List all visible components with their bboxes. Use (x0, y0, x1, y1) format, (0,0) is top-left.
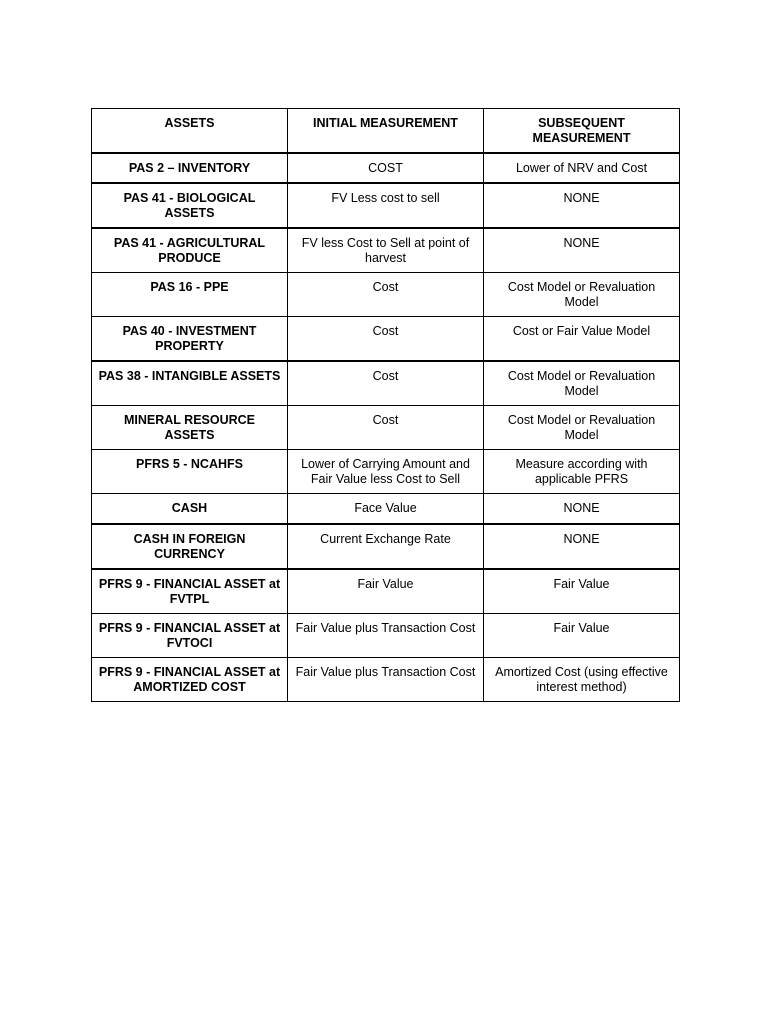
initial-measurement-cell: FV Less cost to sell (288, 183, 484, 228)
header-initial-measurement: INITIAL MEASUREMENT (288, 109, 484, 154)
header-assets: ASSETS (92, 109, 288, 154)
table-row (92, 569, 680, 614)
asset-cell: MINERAL RESOURCE ASSETS (92, 406, 288, 450)
subsequent-measurement-cell: Fair Value (484, 569, 680, 614)
asset-cell: CASH (92, 494, 288, 524)
table-row (92, 153, 680, 183)
asset-cell: PAS 38 - INTANGIBLE ASSETS (92, 361, 288, 406)
subsequent-measurement-cell: NONE (484, 494, 680, 524)
asset-cell: PAS 41 - BIOLOGICAL ASSETS (92, 183, 288, 228)
table-header-row (92, 109, 680, 154)
initial-measurement-cell: COST (288, 153, 484, 183)
initial-measurement-cell: Face Value (288, 494, 484, 524)
subsequent-measurement-cell: Cost Model or Revaluation Model (484, 273, 680, 317)
table-row (92, 273, 680, 317)
initial-measurement-cell: Cost (288, 273, 484, 317)
asset-cell: PAS 16 - PPE (92, 273, 288, 317)
initial-measurement-cell: Current Exchange Rate (288, 524, 484, 569)
asset-cell: PFRS 9 - FINANCIAL ASSET at AMORTIZED COST (92, 657, 288, 701)
initial-measurement-cell: Cost (288, 361, 484, 406)
subsequent-measurement-cell: Measure according with applicable PFRS (484, 450, 680, 494)
asset-measurement-table (91, 108, 680, 702)
subsequent-measurement-cell: Lower of NRV and Cost (484, 153, 680, 183)
asset-cell: CASH IN FOREIGN CURRENCY (92, 524, 288, 569)
table-row (92, 657, 680, 701)
subsequent-measurement-cell: NONE (484, 183, 680, 228)
asset-cell: PFRS 5 - NCAHFS (92, 450, 288, 494)
asset-cell: PAS 40 - INVESTMENT PROPERTY (92, 317, 288, 362)
initial-measurement-cell: Fair Value plus Transaction Cost (288, 613, 484, 657)
subsequent-measurement-cell: Amortized Cost (using effective interest method) (484, 657, 680, 701)
asset-cell: PAS 41 - AGRICULTURAL PRODUCE (92, 228, 288, 273)
subsequent-measurement-cell: Fair Value (484, 613, 680, 657)
asset-cell: PFRS 9 - FINANCIAL ASSET at FVTPL (92, 569, 288, 614)
table-row (92, 524, 680, 569)
subsequent-measurement-cell: Cost Model or Revaluation Model (484, 361, 680, 406)
subsequent-measurement-cell: NONE (484, 228, 680, 273)
subsequent-measurement-cell: NONE (484, 524, 680, 569)
table-row (92, 183, 680, 228)
initial-measurement-cell: Fair Value (288, 569, 484, 614)
asset-cell: PAS 2 – INVENTORY (92, 153, 288, 183)
table-row (92, 406, 680, 450)
initial-measurement-cell: Cost (288, 406, 484, 450)
table-row (92, 450, 680, 494)
header-subsequent-measurement: SUBSEQUENT MEASUREMENT (484, 109, 680, 154)
subsequent-measurement-cell: Cost Model or Revaluation Model (484, 406, 680, 450)
table-row (92, 317, 680, 362)
table-row (92, 228, 680, 273)
asset-cell: PFRS 9 - FINANCIAL ASSET at FVTOCI (92, 613, 288, 657)
initial-measurement-cell: Cost (288, 317, 484, 362)
initial-measurement-cell: Lower of Carrying Amount and Fair Value less Cost to Sell (288, 450, 484, 494)
initial-measurement-cell: FV less Cost to Sell at point of harvest (288, 228, 484, 273)
initial-measurement-cell: Fair Value plus Transaction Cost (288, 657, 484, 701)
table-row (92, 494, 680, 524)
table-row (92, 361, 680, 406)
table-row (92, 613, 680, 657)
subsequent-measurement-cell: Cost or Fair Value Model (484, 317, 680, 362)
